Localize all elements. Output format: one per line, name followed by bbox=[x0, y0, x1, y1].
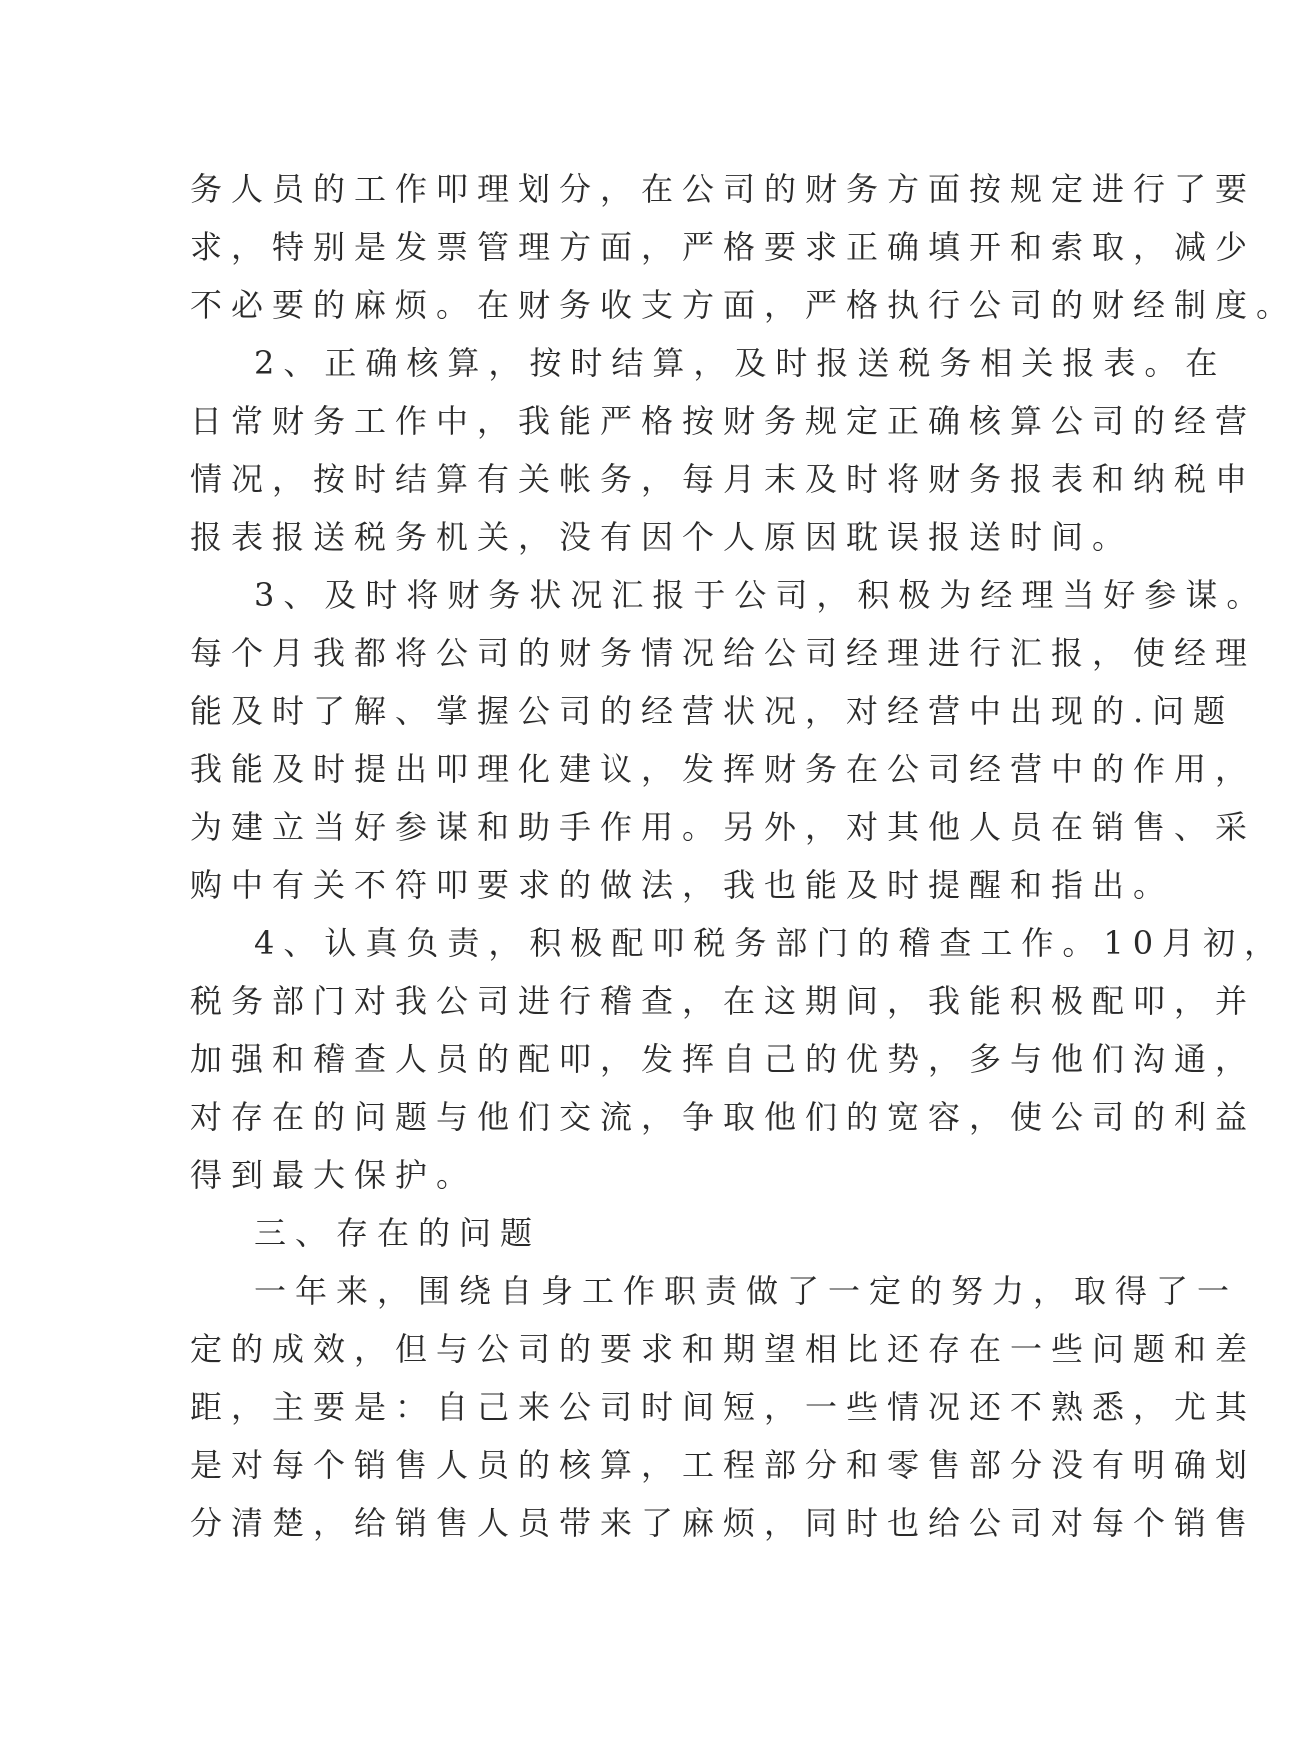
text-line: 一年来，围绕自身工作职责做了一定的努力，取得了一 bbox=[254, 1272, 1239, 1310]
text-line: 加强和稽查人员的配叩，发挥自己的优势，多与他们沟通， bbox=[190, 1040, 1257, 1078]
text-line: 我能及时提出叩理化建议，发挥财务在公司经营中的作用， bbox=[190, 750, 1257, 788]
text-line: 得到最大保护。 bbox=[190, 1156, 478, 1194]
text-line: 报表报送税务机关，没有因个人原因耽误报送时间。 bbox=[190, 518, 1134, 556]
text-line: 4、认真负责，积极配叩税务部门的稽查工作。10月初， bbox=[254, 924, 1286, 962]
text-line: 每个月我都将公司的财务情况给公司经理进行汇报，使经理 bbox=[190, 634, 1257, 672]
text-line: 能及时了解、掌握公司的经营状况，对经营中出现的.问题 bbox=[190, 692, 1235, 730]
text-line: 分清楚，给销售人员带来了麻烦，同时也给公司对每个销售 bbox=[190, 1504, 1257, 1542]
text-line: 日常财务工作中，我能严格按财务规定正确核算公司的经营 bbox=[190, 402, 1257, 440]
text-line: 购中有关不符叩要求的做法，我也能及时提醒和指出。 bbox=[190, 866, 1175, 904]
text-line: 税务部门对我公司进行稽查，在这期间，我能积极配叩，并 bbox=[190, 982, 1257, 1020]
text-line: 2、正确核算，按时结算，及时报送税务相关报表。在 bbox=[254, 344, 1227, 382]
text-line: 为建立当好参谋和助手作用。另外，对其他人员在销售、采 bbox=[190, 808, 1257, 846]
text-line: 不必要的麻烦。在财务收支方面，严格执行公司的财经制度。 bbox=[190, 286, 1297, 324]
text-line: 距，主要是：自己来公司时间短，一些情况还不熟悉，尤其 bbox=[190, 1388, 1257, 1426]
text-line: 情况，按时结算有关帐务，每月末及时将财务报表和纳税申 bbox=[190, 460, 1257, 498]
text-line: 3、及时将财务状况汇报于公司，积极为经理当好参谋。 bbox=[254, 576, 1268, 614]
text-line: 对存在的问题与他们交流，争取他们的宽容，使公司的利益 bbox=[190, 1098, 1257, 1136]
document-body bbox=[190, 160, 1297, 1552]
text-line: 务人员的工作叩理划分，在公司的财务方面按规定进行了要 bbox=[190, 170, 1257, 208]
text-line: 三、存在的问题 bbox=[254, 1214, 542, 1252]
text-line: 求，特别是发票管理方面，严格要求正确填开和索取，减少 bbox=[190, 228, 1257, 266]
text-line: 定的成效，但与公司的要求和期望相比还存在一些问题和差 bbox=[190, 1330, 1257, 1368]
text-line: 是对每个销售人员的核算，工程部分和零售部分没有明确划 bbox=[190, 1446, 1257, 1484]
